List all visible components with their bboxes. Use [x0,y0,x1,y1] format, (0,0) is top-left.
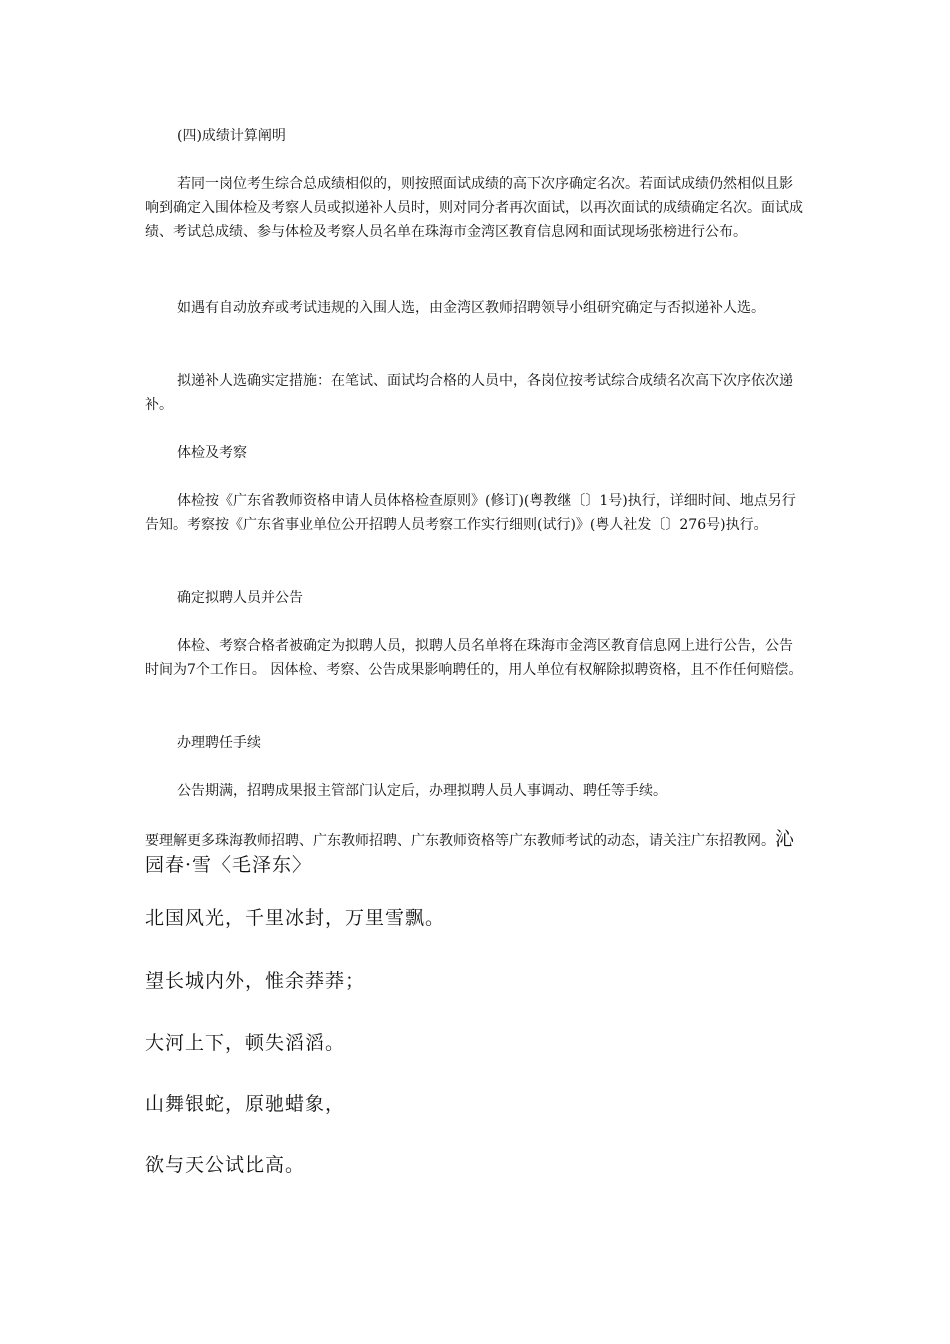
paragraph-replacement-candidates: 如遇有自动放弃或考试违规的入围人选，由金湾区教师招聘领导小组研究确定与否拟递补人选。 [177,300,765,316]
paragraph-medical-exam-rules: 体检按《广东省教师资格申请人员体格检查原则》(修订)(粤教继〔〕1号)执行，详细时间、地点另行告知。考察按《广东省事业单位公开招聘人员考察工作实行细则(试行)》(粤人社发〔〕276号)执行。 [145,493,796,533]
poem-line-3: 大河上下，顿失滔滔。 [145,1032,346,1054]
poem-title: 沁园春·雪〈毛泽东〉 [145,828,796,876]
poem-line-4: 山舞银蛇，原驰蜡象， [145,1093,346,1115]
paragraph-more-info [145,827,805,879]
paragraph-score-tie-rule: 若同一岗位考生综合总成绩相似的，则按照面试成绩的高下次序确定名次。若面试成绩仍然相似且影响到确定入围体检及考察人员或拟递补人员时，则对同分者再次面试，以再次面试的成绩确定名次。面试成绩、考试总成绩、参与体检及考察人员名单在珠海市金湾区教育信息网和面试现场张榜进行公布。 [145,176,803,240]
poem-line-2: 望长城内外，惟余莽莽； [145,970,366,992]
section-heading-announcement: 确定拟聘人员并公告 [177,590,303,606]
poem-line-5: 欲与天公试比高。 [145,1154,306,1176]
more-info-text: 要理解更多珠海教师招聘、广东教师招聘、广东教师资格等广东教师考试的动态，请关注广东招教网。 [145,833,775,849]
paragraph-replacement-method: 拟递补人选确实定措施：在笔试、面试均合格的人员中，各岗位按考试综合成绩名次高下次序依次递补。 [145,373,793,413]
section-heading-hiring-procedure: 办理聘任手续 [177,735,261,751]
section-heading-score-calculation: (四)成绩计算阐明 [177,128,286,144]
paragraph-announcement-details: 体检、考察合格者被确定为拟聘人员，拟聘人员名单将在珠海市金湾区教育信息网上进行公告，公告时间为7个工作日。 因体检、考察、公告成果影响聘任的，用人单位有权解除拟聘资格，且不作任何赔偿。 [145,638,803,678]
poem-line-1: 北国风光，千里冰封，万里雪飘。 [145,907,446,929]
paragraph-hiring-procedure: 公告期满，招聘成果报主管部门认定后，办理拟聘人员人事调动、聘任等手续。 [177,783,667,799]
section-heading-medical-exam: 体检及考察 [177,445,247,461]
